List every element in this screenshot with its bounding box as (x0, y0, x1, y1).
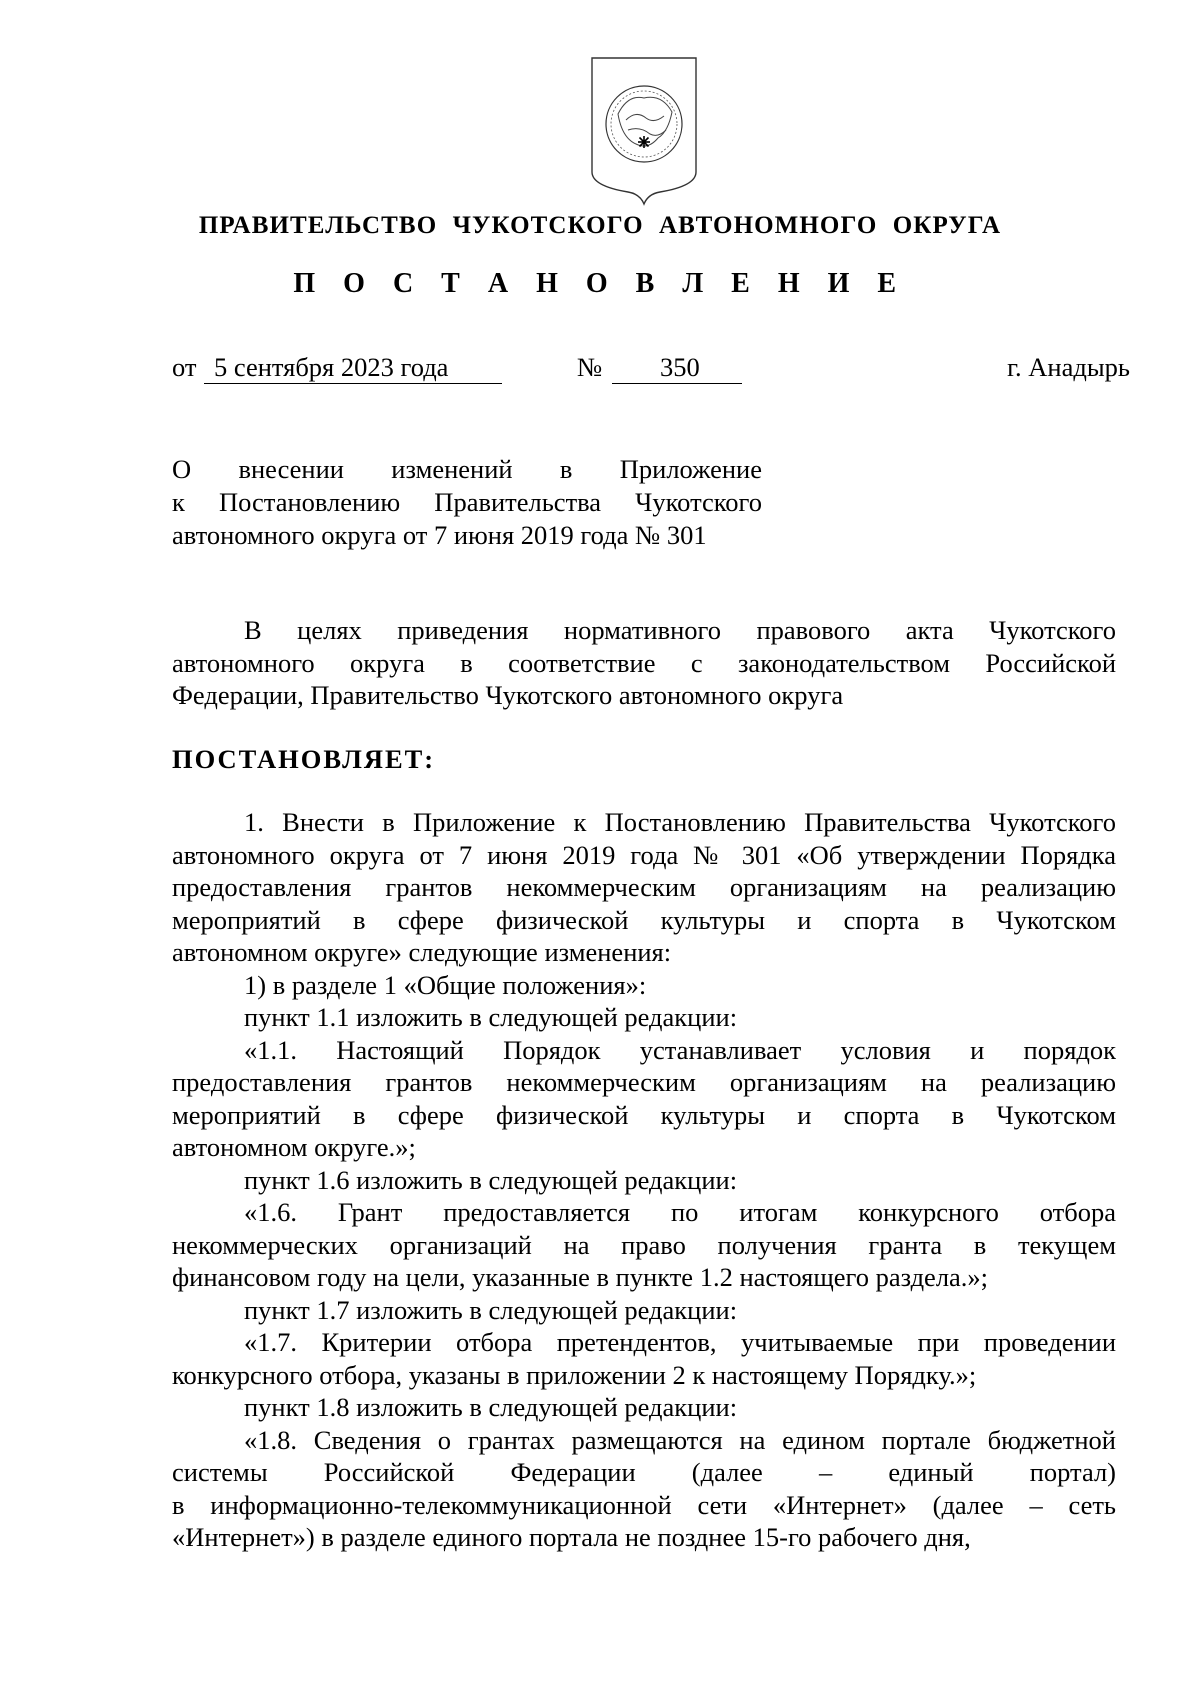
body-line: пункт 1.8 изложить в следующей редакции: (244, 1392, 738, 1422)
body-line: «1.7. Критерии отбора претендентов, учитываемые при проведении (244, 1327, 1116, 1357)
subject-line: автономного округа от 7 июня 2019 года № 301 (172, 520, 707, 550)
body-line: системы Российской Федерации (далее – единый портал) (172, 1457, 1116, 1487)
preamble-line: автономного округа в соответствие с законодательством Российской (172, 647, 1116, 678)
document-date: 5 сентября 2023 года (214, 352, 449, 382)
preamble-line: В целях приведения нормативного правового акта Чукотского (244, 615, 1116, 645)
number-label: № (577, 352, 603, 382)
preamble (172, 614, 1116, 712)
body-line: мероприятий в сфере физической культуры и спорта в Чукотском (172, 1099, 1116, 1130)
date-from-label: от (172, 352, 197, 382)
document-number: 350 (660, 352, 700, 382)
city: г. Анадырь (1007, 352, 1130, 382)
body-line: финансовом году на цели, указанные в пункте 1.2 настоящего раздела.»; (172, 1262, 989, 1292)
coat-of-arms-icon (588, 54, 700, 206)
body-line: автономном округе.»; (172, 1132, 416, 1162)
date-number-row (172, 352, 1130, 386)
body-line: конкурсного отбора, указаны в приложении 2 к настоящему Порядку.»; (172, 1359, 977, 1390)
body-line: пункт 1.1 изложить в следующей редакции: (244, 1002, 738, 1032)
body-line: «1.1. Настоящий Порядок устанавливает условия и порядок (244, 1034, 1116, 1065)
body-line: 1. Внести в Приложение к Постановлению Правительства Чукотского (244, 807, 1116, 837)
decree-heading: ПОСТАНОВЛЯЕТ: (172, 744, 436, 774)
body-line: «1.8. Сведения о грантах размещаются на едином портале бюджетной (244, 1424, 1116, 1455)
body-line: некоммерческих организаций на право получения гранта в текущем (172, 1229, 1116, 1260)
body-line: автономном округе» следующие изменения: (172, 937, 672, 967)
body-line: пункт 1.7 изложить в следующей редакции: (244, 1294, 738, 1325)
org-title: ПРАВИТЕЛЬСТВО ЧУКОТСКОГО АВТОНОМНОГО ОКРУГА (198, 212, 1002, 239)
preamble-line: Федерации, Правительство Чукотского автономного округа (172, 680, 844, 710)
body-line: 1) в разделе 1 «Общие положения»: (244, 969, 647, 1000)
document-type: П О С Т А Н О В Л Е Н И Е (293, 268, 907, 299)
body-line: «Интернет») в разделе единого портала не позднее 15-го рабочего дня, (172, 1522, 971, 1552)
body-line: «1.6. Грант предоставляется по итогам конкурсного отбора (244, 1197, 1116, 1227)
body-line: автономного округа от 7 июня 2019 года № 301 «Об утверждении Порядка (172, 839, 1116, 870)
decree-body (172, 806, 1116, 1554)
document-subject (172, 453, 762, 552)
body-line: пункт 1.6 изложить в следующей редакции: (244, 1164, 738, 1195)
body-line: предоставления грантов некоммерческим организациям на реализацию (172, 1067, 1116, 1097)
date-underline (204, 383, 502, 384)
number-underline (612, 383, 742, 384)
body-line: мероприятий в сфере физической культуры и спорта в Чукотском (172, 904, 1116, 935)
subject-line: О внесении изменений в Приложение (172, 454, 762, 484)
subject-line: к Постановлению Правительства Чукотского (172, 487, 762, 517)
body-line: в информационно-телекоммуникационной сети «Интернет» (далее – сеть (172, 1489, 1116, 1520)
body-line: предоставления грантов некоммерческим организациям на реализацию (172, 872, 1116, 902)
